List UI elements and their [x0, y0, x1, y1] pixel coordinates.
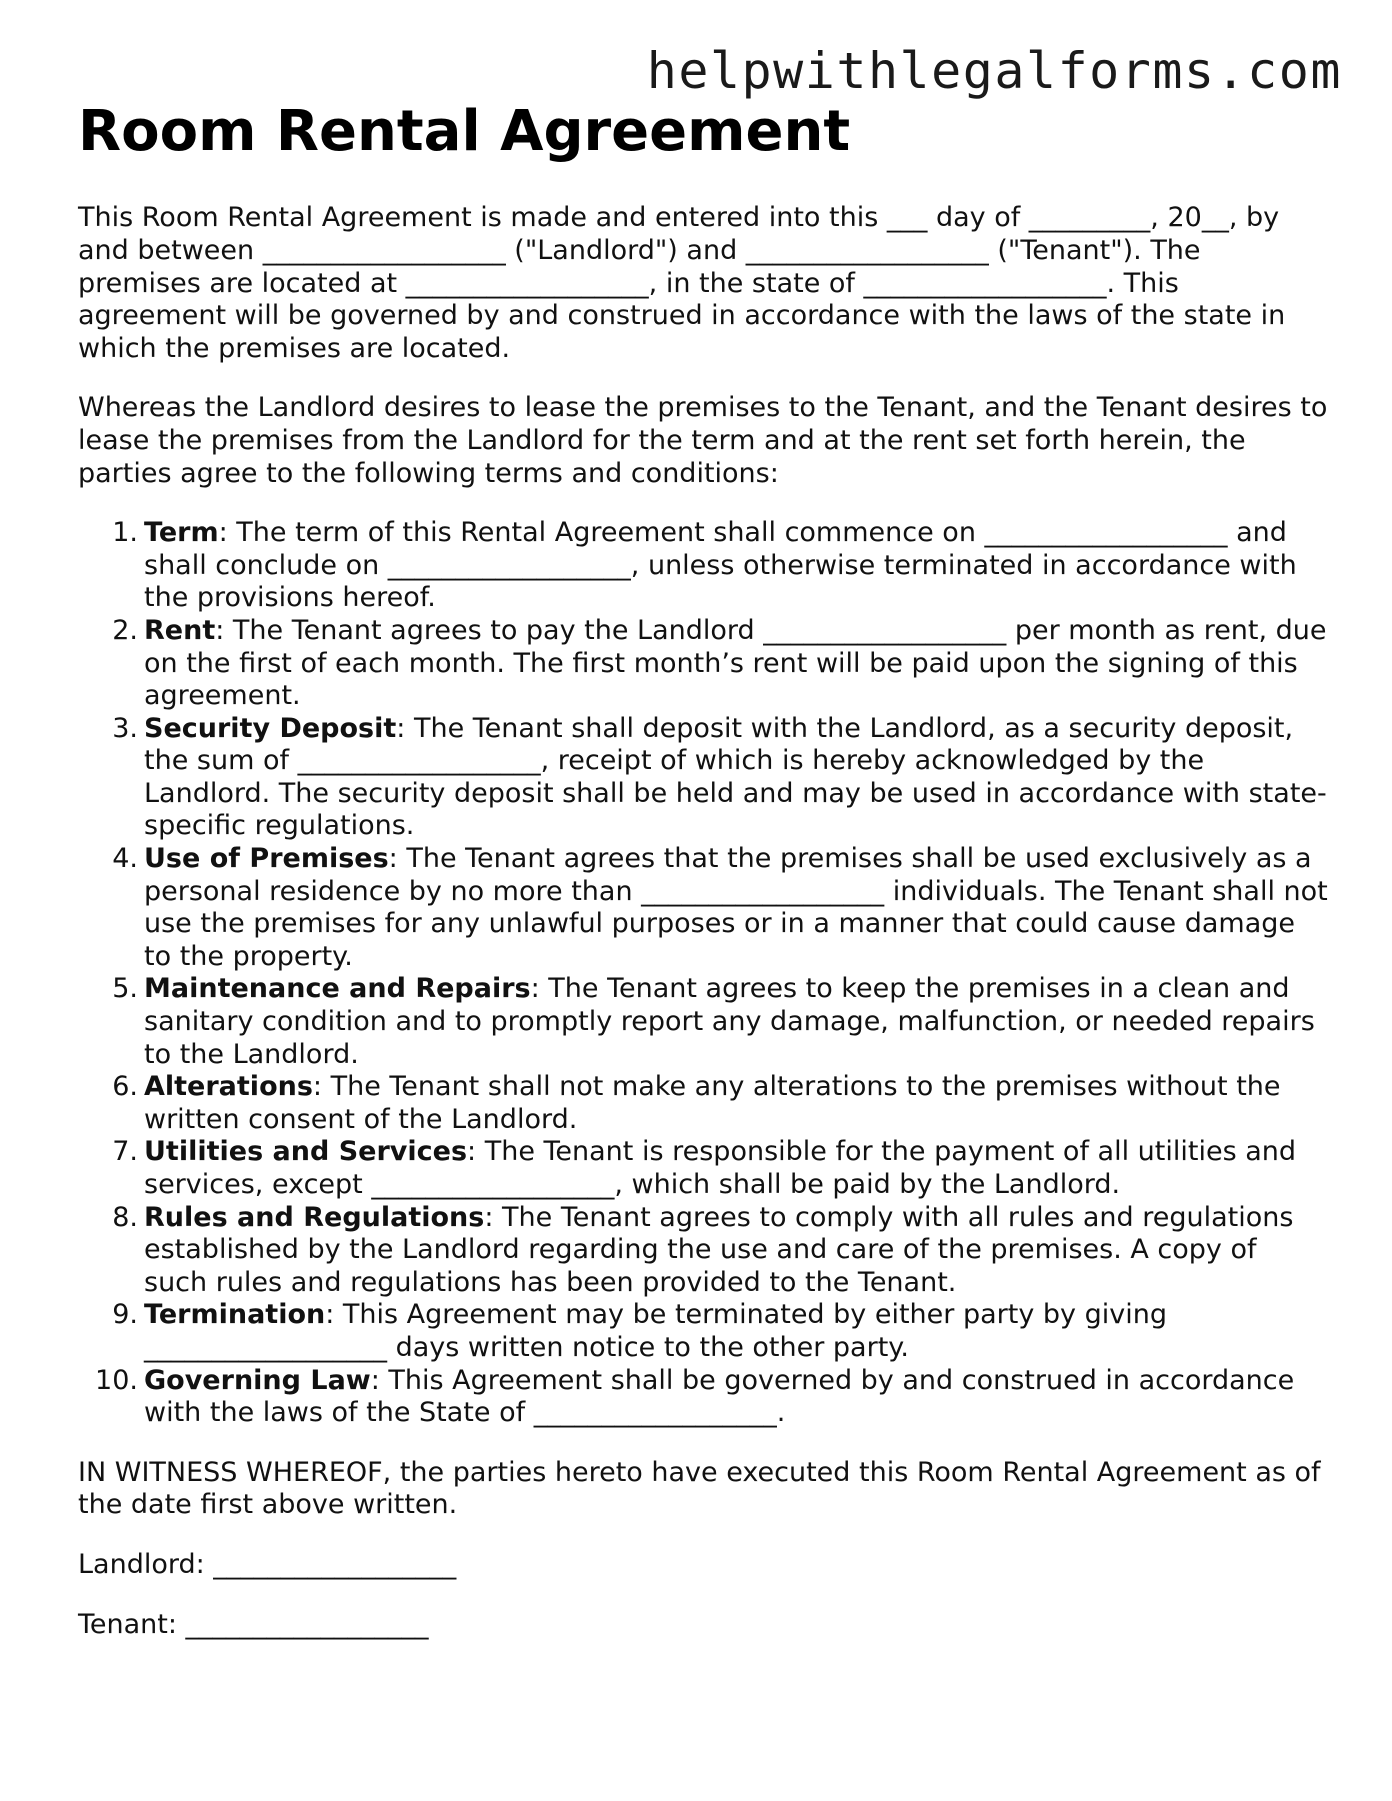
- term-title: Utilities and Services: [144, 1136, 468, 1168]
- term-title: Termination: [144, 1299, 326, 1331]
- witness-paragraph: IN WITNESS WHEREOF, the parties hereto have executed this Room Rental Agreement as of the date first above written.: [78, 1456, 1321, 1521]
- term-title: Rules and Regulations: [144, 1201, 485, 1233]
- term-item: [78, 1202, 1328, 1300]
- landlord-signature-line: Landlord: __________________: [78, 1548, 457, 1580]
- term-title: Maintenance and Repairs: [144, 973, 531, 1005]
- term-number: 7.: [112, 1136, 138, 1168]
- term-text: : The Tenant agrees that the premises shall be used exclusively as a personal residence by no more than __________________ individuals. The Tenant shall not use the premises for any unlawful purposes or in a manner that could cause damage to the property.: [144, 843, 1328, 972]
- term-text: : The Tenant agrees to comply with all rules and regulations established by the Landlord regarding the use and care of the premises. A copy of such rules and regulations has been provided to the Tenant.: [144, 1201, 1294, 1298]
- term-text: : The Tenant is responsible for the payment of all utilities and services, except __________________, which shall be paid by the Landlord.: [144, 1136, 1297, 1201]
- term-item: [78, 517, 1328, 615]
- term-number: 10.: [95, 1364, 138, 1396]
- term-item: [78, 1365, 1328, 1430]
- term-item: [78, 713, 1328, 843]
- term-text: : The term of this Rental Agreement shall commence on __________________ and shall conclude on __________________, unless otherwise terminated in accordance with the provisions hereof.: [144, 517, 1297, 614]
- document-body: [78, 100, 1328, 1668]
- term-number: 9.: [112, 1299, 138, 1331]
- term-item: [78, 843, 1328, 973]
- term-title: Security Deposit: [144, 712, 397, 744]
- term-text: : The Tenant agrees to pay the Landlord __________________ per month as rent, due on the first of each month. The first month’s rent will be paid upon the signing of this agreement.: [144, 614, 1327, 712]
- term-number: 8.: [112, 1201, 138, 1233]
- document-title: Room Rental Agreement: [78, 99, 851, 164]
- term-text: : This Agreement shall be governed by and construed in accordance with the laws of the State of __________________.: [144, 1364, 1295, 1429]
- term-item: [78, 615, 1328, 713]
- term-text: : The Tenant shall deposit with the Landlord, as a security deposit, the sum of __________________, receipt of which is hereby acknowledged by the Landlord. The security deposit shall be held and may be used in accordance with state-specific regulations.: [144, 712, 1327, 842]
- term-number: 6.: [112, 1071, 138, 1103]
- term-title: Term: [144, 517, 219, 549]
- term-number: 2.: [112, 614, 138, 646]
- intro-paragraph: This Room Rental Agreement is made and entered into this ___ day of _________, 20__, by and between __________________ ("Landlord") and __________________ ("Tenant"). The premises are located at __________________, in the state of __________________. This agreement will be governed by and construed in accordance with the laws of the state in which the premises are located.: [78, 202, 1286, 364]
- tenant-signature-line: Tenant: __________________: [78, 1608, 429, 1640]
- term-title: Use of Premises: [144, 843, 389, 875]
- term-number: 3.: [112, 712, 138, 744]
- term-number: 4.: [112, 843, 138, 875]
- term-item: [78, 1071, 1328, 1136]
- term-number: 5.: [112, 973, 138, 1005]
- term-title: Alterations: [144, 1071, 313, 1103]
- term-text: : The Tenant shall not make any alterations to the premises without the written consent of the Landlord.: [144, 1071, 1281, 1135]
- watermark-text: helpwithlegalforms.com: [646, 42, 1342, 100]
- term-text: : This Agreement may be terminated by either party by giving __________________ days written notice to the other party.: [144, 1299, 1167, 1363]
- term-number: 1.: [112, 517, 138, 549]
- term-text: : The Tenant agrees to keep the premises in a clean and sanitary condition and to promptly report any damage, malfunction, or needed repairs to the Landlord.: [144, 973, 1315, 1070]
- term-item: [78, 1136, 1328, 1201]
- whereas-paragraph: Whereas the Landlord desires to lease the premises to the Tenant, and the Tenant desires to lease the premises from the Landlord for the term and at the rent set forth herein, the parties agree to the following terms and conditions:: [78, 392, 1328, 489]
- terms-list: [78, 517, 1328, 1430]
- term-item: [78, 973, 1328, 1071]
- term-title: Governing Law: [144, 1364, 371, 1396]
- term-title: Rent: [144, 614, 216, 646]
- term-item: [78, 1299, 1328, 1364]
